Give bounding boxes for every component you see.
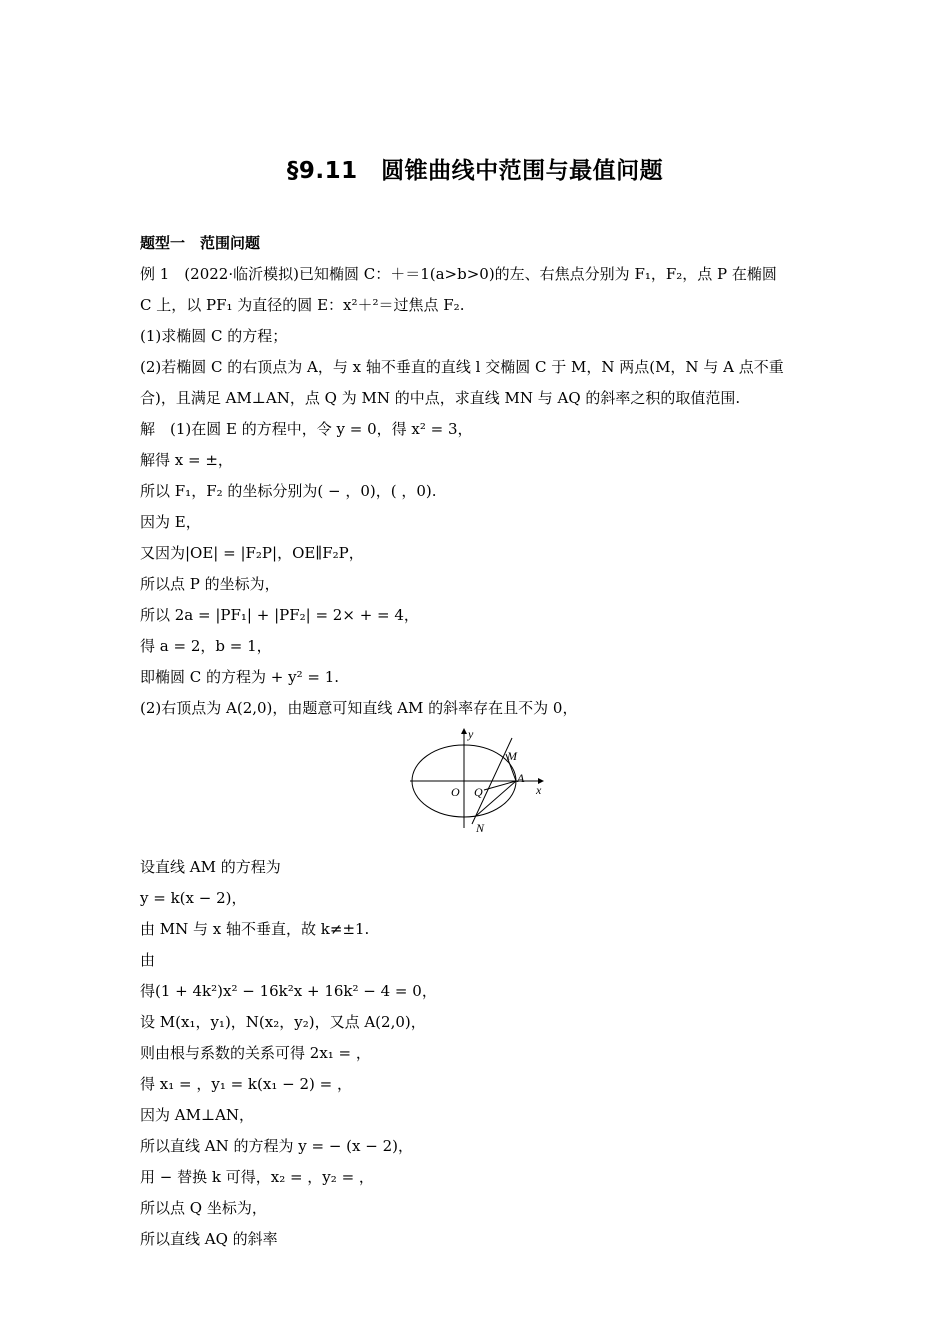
text-line: 所以点 P 的坐标为， [140, 575, 280, 593]
text-line: 所以 2a = |PF₁| + |PF₂| = 2× + = 4， [140, 606, 419, 624]
section-heading: 题型一 范围问题 [140, 234, 261, 252]
label-a: A [517, 771, 525, 785]
text-line: 因为 AM⊥AN， [140, 1106, 255, 1124]
text-line: 合)，且满足 AM⊥AN，点 Q 为 MN 的中点，求直线 MN 与 AQ 的斜率之积的取值范围. [140, 389, 741, 407]
text-line: (2)右顶点为 A(2,0)，由题意可知直线 AM 的斜率存在且不为 0， [140, 699, 578, 717]
text-line: 得 a = 2，b = 1， [140, 637, 272, 655]
ellipse-diagram [408, 728, 548, 838]
text-line: 由 [140, 951, 156, 969]
document-body [140, 228, 815, 1255]
text-line: 所以 F₁，F₂ 的坐标分别为( − ，0)，( ，0). [140, 482, 437, 500]
label-x: x [536, 783, 542, 797]
text-line: 得 x₁ = ，y₁ = k(x₁ − 2) = ， [140, 1075, 352, 1093]
text-line: 则由根与系数的关系可得 2x₁ = ， [140, 1044, 371, 1062]
label-o: O [451, 785, 460, 799]
text-line: 得(1 + 4k²)x² − 16k²x + 16k² − 4 = 0， [140, 982, 437, 1000]
text-line: 设直线 AM 的方程为 [140, 858, 281, 876]
text-line: 所以点 Q 坐标为， [140, 1199, 267, 1217]
y-axis-arrow [461, 728, 467, 734]
text-line: y = k(x − 2)， [140, 889, 247, 907]
text-line: 解得 x = ±， [140, 451, 233, 469]
label-q: Q [474, 785, 483, 799]
text-line: 所以直线 AQ 的斜率 [140, 1230, 278, 1248]
text-line: (2)若椭圆 C 的右顶点为 A，与 x 轴不垂直的直线 l 交椭圆 C 于 M，N 两点(M，N 与 A 点不重 [140, 358, 784, 376]
text-line: 解 (1)在圆 E 的方程中，令 y = 0，得 x² = 3， [140, 420, 473, 438]
text-line: 又因为|OE| = |F₂P|，OE∥F₂P， [140, 544, 364, 562]
ellipse-figure [140, 728, 815, 848]
text-line: 用 − 替换 k 可得，x₂ = ，y₂ = ， [140, 1168, 374, 1186]
text-line: C 上，以 PF₁ 为直径的圆 E：x²＋²＝过焦点 F₂. [140, 296, 465, 314]
text-line: (1)求椭圆 C 的方程； [140, 327, 288, 345]
label-m: M [507, 749, 517, 763]
label-n: N [476, 821, 485, 835]
label-y: y [468, 728, 474, 741]
text-line: 例 1 (2022·临沂模拟)已知椭圆 C：＋＝1(a>b>0)的左、右焦点分别为 F₁，F₂，点 P 在椭圆 [140, 265, 777, 283]
text-line: 即椭圆 C 的方程为 + y² = 1. [140, 668, 340, 686]
text-line: 由 MN 与 x 轴不垂直，故 k≠±1. [140, 920, 370, 938]
page-title: §9.11 圆锥曲线中范围与最值问题 [286, 158, 664, 184]
text-line: 设 M(x₁，y₁)，N(x₂，y₂)，又点 A(2,0)， [140, 1013, 426, 1031]
text-line: 因为 E， [140, 513, 201, 531]
text-line: 所以直线 AN 的方程为 y = − (x − 2)， [140, 1137, 413, 1155]
